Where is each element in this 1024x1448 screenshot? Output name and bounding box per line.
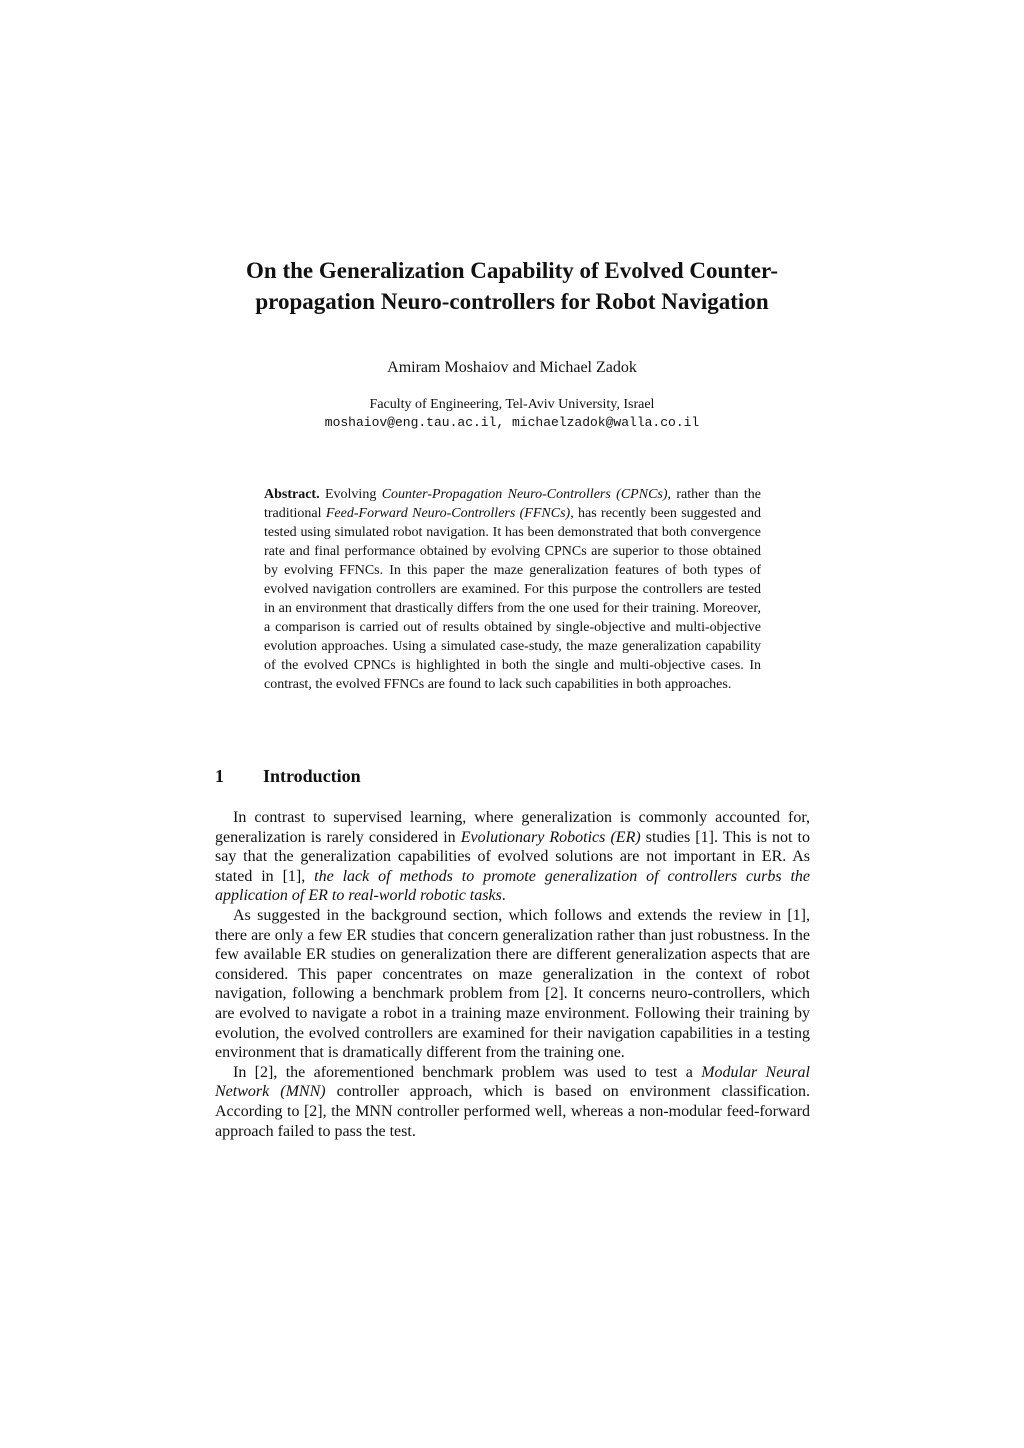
- abstract: [264, 485, 761, 694]
- paragraph-3: [215, 1063, 810, 1141]
- p3-text-2: controller approach, which is based on environment classification. According to [2], the MNN controller performed well, whereas a non-modular feed-forward approach failed to pass the test.: [215, 1083, 810, 1140]
- paragraph-1: [215, 808, 810, 906]
- abstract-label: Abstract.: [264, 487, 320, 502]
- affiliation: Faculty of Engineering, Tel-Aviv University, Israel: [369, 397, 655, 412]
- introduction-body: [215, 808, 810, 1141]
- p1-text-2: studies [1]. This is not to say that the generalization capabilities of evolved solutions are not important in ER. As stated in [1],: [215, 828, 810, 885]
- section-heading-introduction: [215, 764, 715, 788]
- abstract-term-ffnc: Feed-Forward Neuro-Controllers (FFNCs): [325, 506, 571, 521]
- paper-title: [200, 255, 824, 317]
- section-number: 1: [215, 766, 224, 786]
- p1-quote: the lack of methods to promote generalization of controllers curbs the application of ER to real-world robotic tasks: [215, 867, 811, 905]
- p1-text-1: In contrast to supervised learning, where generalization is commonly accounted for, generalization is rarely considered in: [215, 809, 810, 846]
- section-title: Introduction: [263, 766, 361, 786]
- p1-text-3: .: [501, 887, 506, 905]
- abstract-term-cpnc: Counter-Propagation Neuro-Controllers (CPNCs),: [381, 487, 672, 502]
- abstract-text-3: , has recently been suggested and tested using simulated robot navigation. It has been demonstrated that both convergence rate and final performance obtained by evolving CPNCs are superior to those obtained by evolving FFNCs. In this paper the maze generalization features of both types of evolved navigation controllers are examined. For this purpose the controllers are tested in an environment that drastically differs from the one used for their training. Moreover, a comparison is carried out of results obtained by single-objective and multi-objective evolution approaches. Using a simulated case-study, the maze generalization capability of the evolved CPNCs is highlighted in both the single and multi-objective cases. In contrast, the evolved FFNCs are found to lack such capabilities in both approaches.: [264, 506, 761, 692]
- author-emails: moshaiov@eng.tau.ac.il, michaelzadok@walla.co.il: [324, 415, 700, 430]
- p3-text-1: In [2], the aforementioned benchmark problem was used to test a: [233, 1063, 702, 1081]
- paragraph-2: [215, 906, 810, 1063]
- p3-term-mnn: Modular Neural Network (MNN): [215, 1063, 810, 1101]
- title-line-2: propagation Neuro-controllers for Robot Navigation: [255, 289, 769, 314]
- authors: Amiram Moshaiov and Michael Zadok: [387, 359, 637, 376]
- abstract-text-1: Evolving: [319, 487, 382, 502]
- p2-text-1: As suggested in the background section, which follows and extends the review in [1], there are only a few ER studies that concern generalization rather than just robustness. In the few available ER studies on generalization there are different generalization aspects that are considered. This paper concentrates on maze generalization in the context of robot navigation, following a benchmark problem from [2]. It concerns neuro-controllers, which are evolved to navigate a robot in a training maze environment. Following their training by evolution, the evolved controllers are examined for their navigation capabilities in a testing environment that is dramatically different from the training one.: [215, 906, 810, 1062]
- title-line-1: On the Generalization Capability of Evolved Counter-: [246, 258, 778, 283]
- abstract-text-2: rather than the traditional: [264, 487, 761, 521]
- p1-term-er: Evolutionary Robotics (ER): [460, 828, 641, 846]
